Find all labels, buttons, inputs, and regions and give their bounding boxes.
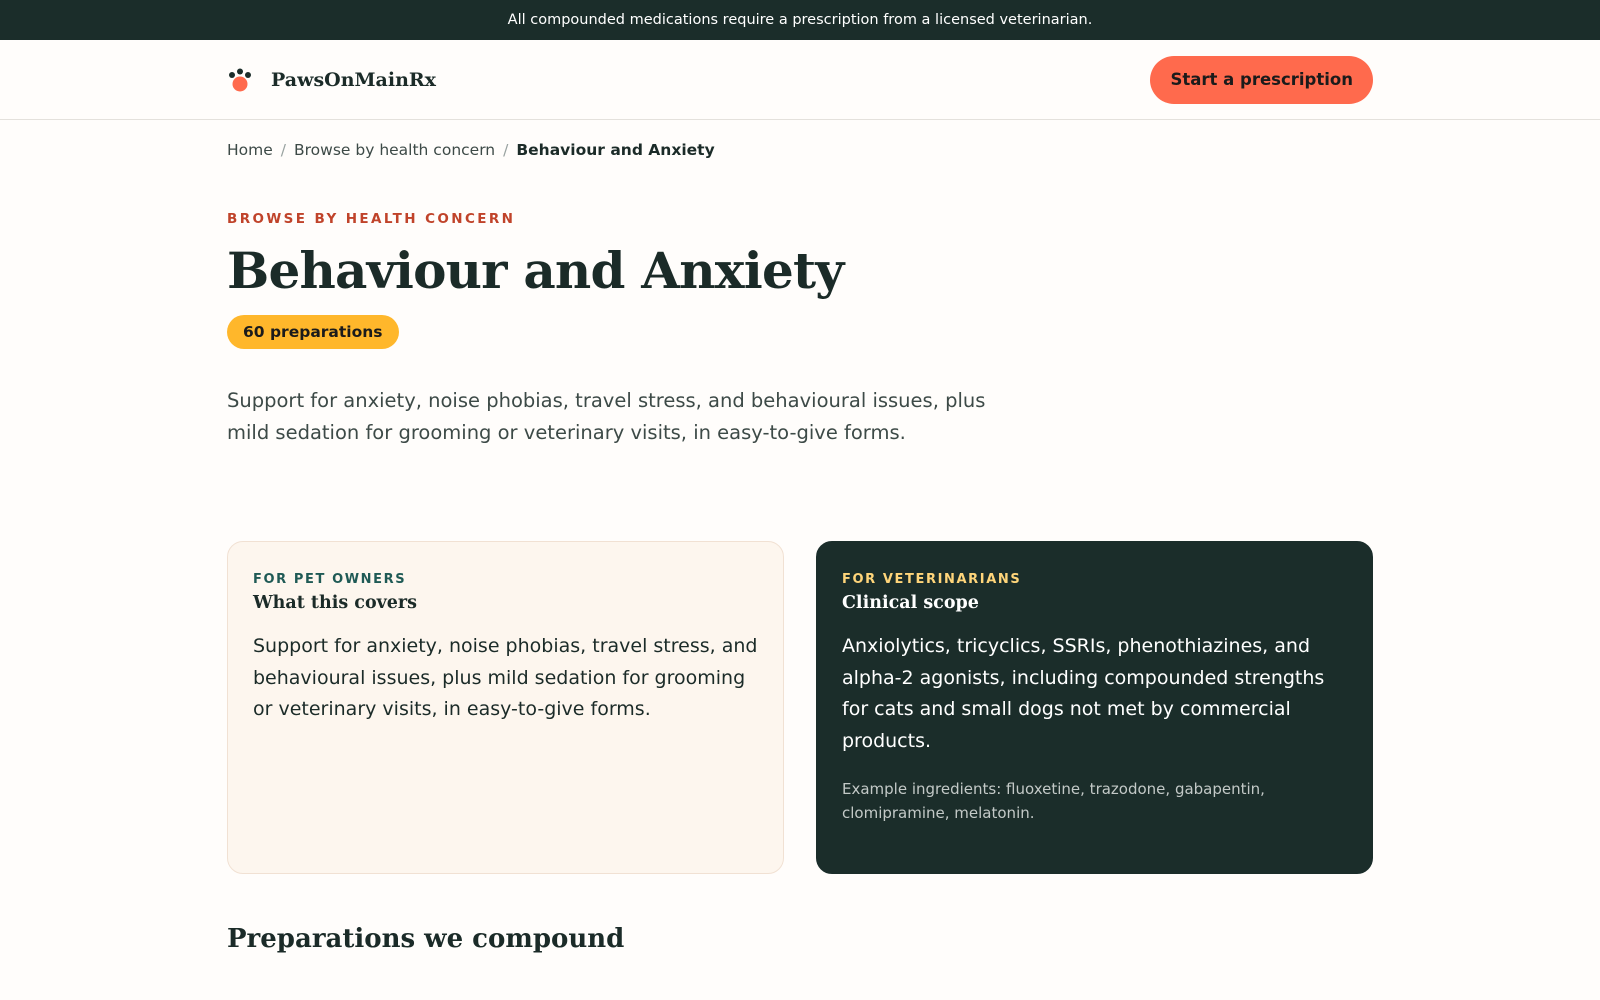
hero-eyebrow: BROWSE BY HEALTH CONCERN <box>227 211 516 227</box>
breadcrumb-separator: / <box>503 141 509 159</box>
announcement-bar <box>0 0 1600 40</box>
preparations-section-title: Preparations we compound <box>227 924 625 954</box>
header-inner <box>227 40 1373 119</box>
breadcrumb <box>227 139 1373 161</box>
breadcrumb-current: Behaviour and Anxiety <box>516 141 715 159</box>
veterinarians-body: Anxiolytics, tricyclics, SSRIs, phenothiazines, and alpha-2 agonists, including compounded strengths for cats and small dogs not met by commercial products. <box>842 635 1325 752</box>
audience-cards <box>227 541 1373 874</box>
veterinarians-title: Clinical scope <box>842 593 979 613</box>
hero-description: Support for anxiety, noise phobias, travel stress, and behavioural issues, plus mild sedation for grooming or veterinary visits, in easy-to-give forms. <box>227 389 986 444</box>
main-content <box>227 139 1373 954</box>
brand-name: PawsOnMainRx <box>271 68 436 91</box>
pet-owners-eyebrow: FOR PET OWNERS <box>253 572 407 587</box>
page-title: Behaviour and Anxiety <box>227 241 844 300</box>
veterinarians-card <box>816 541 1373 874</box>
brand-logo-link[interactable] <box>227 67 436 93</box>
paw-icon <box>227 67 253 93</box>
breadcrumb-home-link[interactable]: Home <box>227 141 273 159</box>
pet-owners-body: Support for anxiety, noise phobias, travel stress, and behavioural issues, plus mild sedation for grooming or veterinary visits, in easy-to-give forms. <box>253 635 758 720</box>
veterinarians-eyebrow: FOR VETERINARIANS <box>842 572 1022 587</box>
pet-owners-card <box>227 541 784 874</box>
announcement-text: All compounded medications require a prescription from a licensed veterinarian. <box>507 12 1093 28</box>
breadcrumb-separator: / <box>280 141 287 159</box>
start-prescription-button[interactable]: Start a prescription <box>1150 56 1373 104</box>
preparations-count-badge: 60 preparations <box>227 315 399 349</box>
example-ingredients: Example ingredients: fluoxetine, trazodone, gabapentin, clomipramine, melatonin. <box>842 780 1265 822</box>
breadcrumb-browse-link[interactable]: Browse by health concern <box>294 141 496 159</box>
pet-owners-title: What this covers <box>253 593 417 613</box>
site-header <box>0 40 1600 120</box>
